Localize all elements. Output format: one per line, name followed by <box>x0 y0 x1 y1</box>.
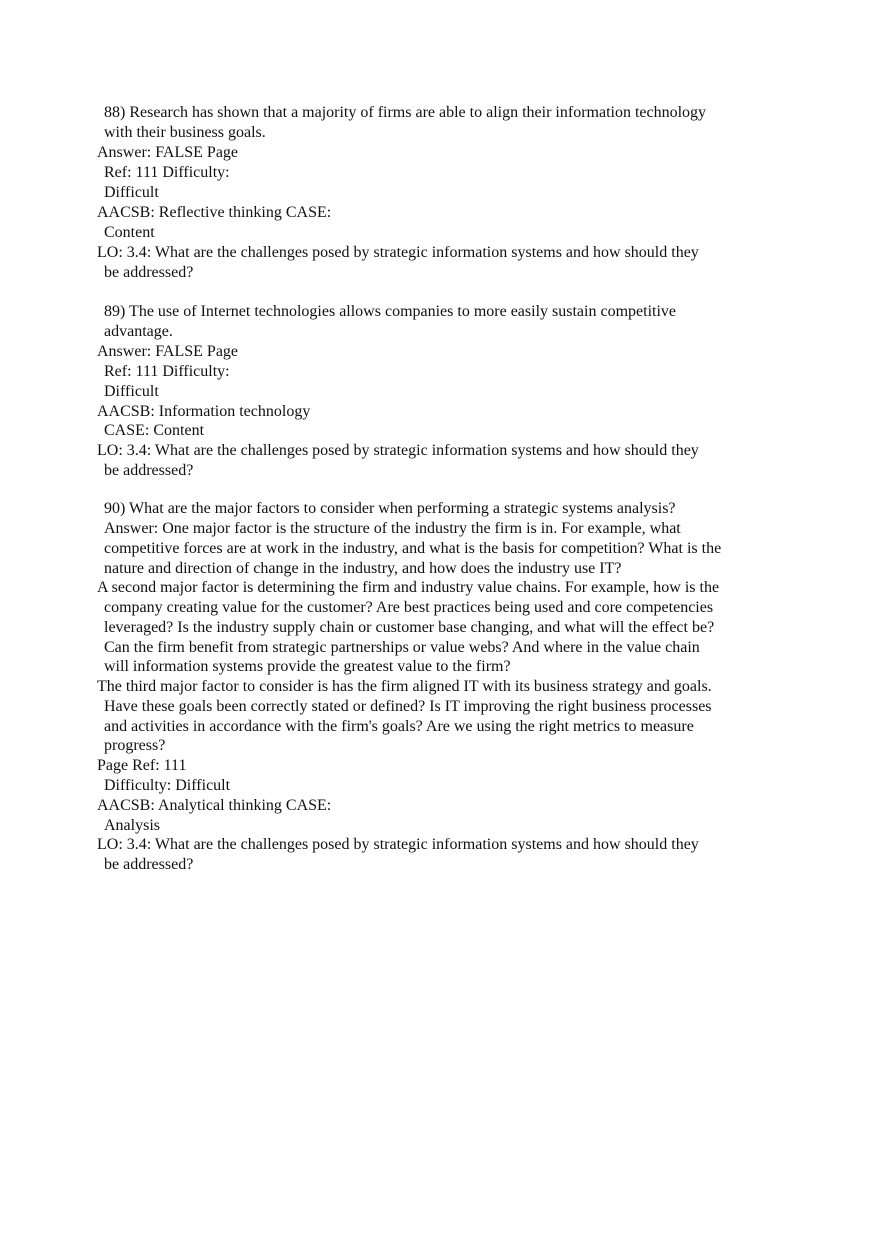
case-line: CASE: Content <box>104 422 205 439</box>
difficulty-line: Difficult <box>104 383 159 400</box>
answer-line: Answer: FALSE Page <box>97 343 239 360</box>
lo-line: LO: 3.4: What are the challenges posed by strategic information systems and how should they <box>97 442 699 459</box>
answer-text: nature and direction of change in the industry, and how does the industry use IT? <box>104 560 622 577</box>
lo-line: LO: 3.4: What are the challenges posed by strategic information systems and how should they <box>97 244 699 261</box>
answer-text: progress? <box>104 737 166 754</box>
page-ref-line: Ref: 111 Difficulty: <box>104 164 230 181</box>
answer-line: Answer: FALSE Page <box>97 144 239 161</box>
aacsb-line: AACSB: Information technology <box>97 403 311 420</box>
aacsb-line: AACSB: Reflective thinking CASE: <box>97 204 332 221</box>
lo-line: be addressed? <box>104 264 194 281</box>
answer-text: The third major factor to consider is has the firm aligned IT with its business strategy and goals. <box>97 678 712 695</box>
question-text: 88) Research has shown that a majority of firms are able to align their information technology <box>104 104 707 121</box>
question-text: with their business goals. <box>104 124 266 141</box>
aacsb-line: AACSB: Analytical thinking CASE: <box>97 797 332 814</box>
answer-text: Have these goals been correctly stated or defined? Is IT improving the right business processes <box>104 698 712 715</box>
lo-line: be addressed? <box>104 856 194 873</box>
case-line: Analysis <box>104 817 160 834</box>
answer-text: will information systems provide the greatest value to the firm? <box>104 658 511 675</box>
lo-line: LO: 3.4: What are the challenges posed by strategic information systems and how should they <box>97 836 699 853</box>
question-text: 89) The use of Internet technologies allows companies to more easily sustain competitive <box>104 303 676 320</box>
answer-text: and activities in accordance with the firm's goals? Are we using the right metrics to measure <box>104 718 694 735</box>
answer-text: A second major factor is determining the firm and industry value chains. For example, how is the <box>97 579 720 596</box>
page-ref-line: Ref: 111 Difficulty: <box>104 363 230 380</box>
answer-text: competitive forces are at work in the industry, and what is the basis for competition? What is the <box>104 540 722 557</box>
difficulty-line: Difficult <box>104 184 159 201</box>
question-text: advantage. <box>104 323 173 340</box>
answer-text: leveraged? Is the industry supply chain or customer base changing, and what will the effect be? <box>104 619 715 636</box>
lo-line: be addressed? <box>104 462 194 479</box>
question-text: 90) What are the major factors to consider when performing a strategic systems analysis? <box>104 500 676 517</box>
page-ref-line: Page Ref: 111 <box>97 757 187 774</box>
answer-text: Can the firm benefit from strategic partnerships or value webs? And where in the value chain <box>104 639 700 656</box>
answer-text: company creating value for the customer? Are best practices being used and core competencies <box>104 599 714 616</box>
answer-text: Answer: One major factor is the structure of the industry the firm is in. For example, what <box>104 520 681 537</box>
difficulty-line: Difficulty: Difficult <box>104 777 231 794</box>
case-line: Content <box>104 224 155 241</box>
